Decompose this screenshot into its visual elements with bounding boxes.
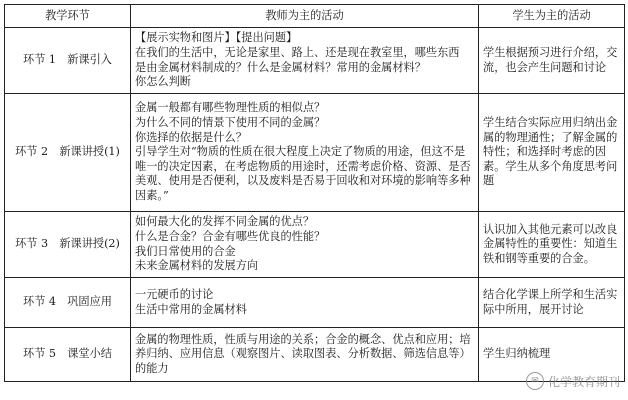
teacher-line: 【展示实物和图片】【提出问题】 (135, 31, 298, 45)
teacher-paragraph: 引导学生对“物质的性质在很大程度上决定了物质的用途，但这不是唯一的决定因素，在考虑物质的用途时，还需考虑价格、资源、是否美观、使用是否便利，以及废料是否易于回收和对环境的影响等多种因素。” (135, 145, 471, 202)
stage-cell: 环节 3 新课讲授(2) (5, 212, 131, 278)
table-header-row (5, 5, 625, 28)
stage-cell: 环节 4 巩固应用 (5, 278, 131, 328)
teacher-line: 生活中常用的金属材料 (135, 302, 247, 316)
teacher-line: 如何最大化的发挥不同金属的优点？ (135, 215, 315, 229)
teacher-line: 是由金属材料制成的？什么是金属材料？常用的金属材料？ (135, 60, 426, 74)
teacher-line: 我们日常使用的合金 (135, 244, 236, 258)
teacher-activity-cell (131, 212, 479, 278)
teacher-activity-cell (131, 328, 479, 382)
wechat-icon: ✉ (526, 372, 544, 390)
table-row (5, 28, 625, 94)
lesson-plan-table (4, 4, 625, 382)
teacher-line: 金属一般都有哪些物理性质的相似点？ (135, 101, 326, 115)
student-activity-cell: 学生归纳梳理 (479, 328, 625, 382)
teacher-activity-cell (131, 28, 479, 94)
teacher-line: 一元硬币的讨论 (135, 287, 214, 301)
stage-cell: 环节 5 课堂小结 (5, 328, 131, 382)
stage-cell: 环节 1 新课引入 (5, 28, 131, 94)
table-row (5, 212, 625, 278)
student-activity-cell: 结合化学课上所学和生活实际中所用，展开讨论 (479, 278, 625, 328)
teacher-activity-cell (131, 278, 479, 328)
teacher-line: 未来金属材料的发展方向 (135, 259, 259, 273)
student-activity-cell: 学生根据预习进行介绍，交流，也会产生问题和讨论 (479, 28, 625, 94)
teacher-line: 你怎么判断 (135, 75, 191, 89)
student-activity-cell: 学生结合实际应用归纳出金属的物理通性；了解金属的特性；和选择时考虑的因素。学生从多个角度思考问题 (479, 94, 625, 212)
table-row (5, 278, 625, 328)
teacher-line: 什么是合金？合金有哪些优良的性能？ (135, 229, 326, 243)
header-student-activity: 学生为主的活动 (479, 5, 625, 28)
student-activity-cell: 认识加入其他元素可以改良金属特性的重要性：知道生铁和钢等重要的合金。 (479, 212, 625, 278)
header-teacher-activity: 教师为主的活动 (131, 5, 479, 28)
teacher-line: 在我们的生活中，无论是家里、路上、还是现在教室里，哪些东西 (135, 45, 460, 59)
teacher-line: 为什么不同的情景下使用不同的金属？ (135, 116, 326, 130)
watermark-text: 化学教育期刊 (547, 374, 620, 389)
teacher-paragraph: 金属的物理性质，性质与用途的关系；合金的概念、优点和应用；培养归纳、应用信息（观察图片、读取图表、分析数据、筛选信息等）的能力 (135, 332, 471, 375)
table-row (5, 94, 625, 212)
teacher-line: 你选择的依据是什么？ (135, 130, 247, 144)
teacher-activity-cell (131, 94, 479, 212)
stage-cell: 环节 2 新课讲授(1) (5, 94, 131, 212)
header-stage: 教学环节 (5, 5, 131, 28)
watermark (526, 372, 620, 390)
